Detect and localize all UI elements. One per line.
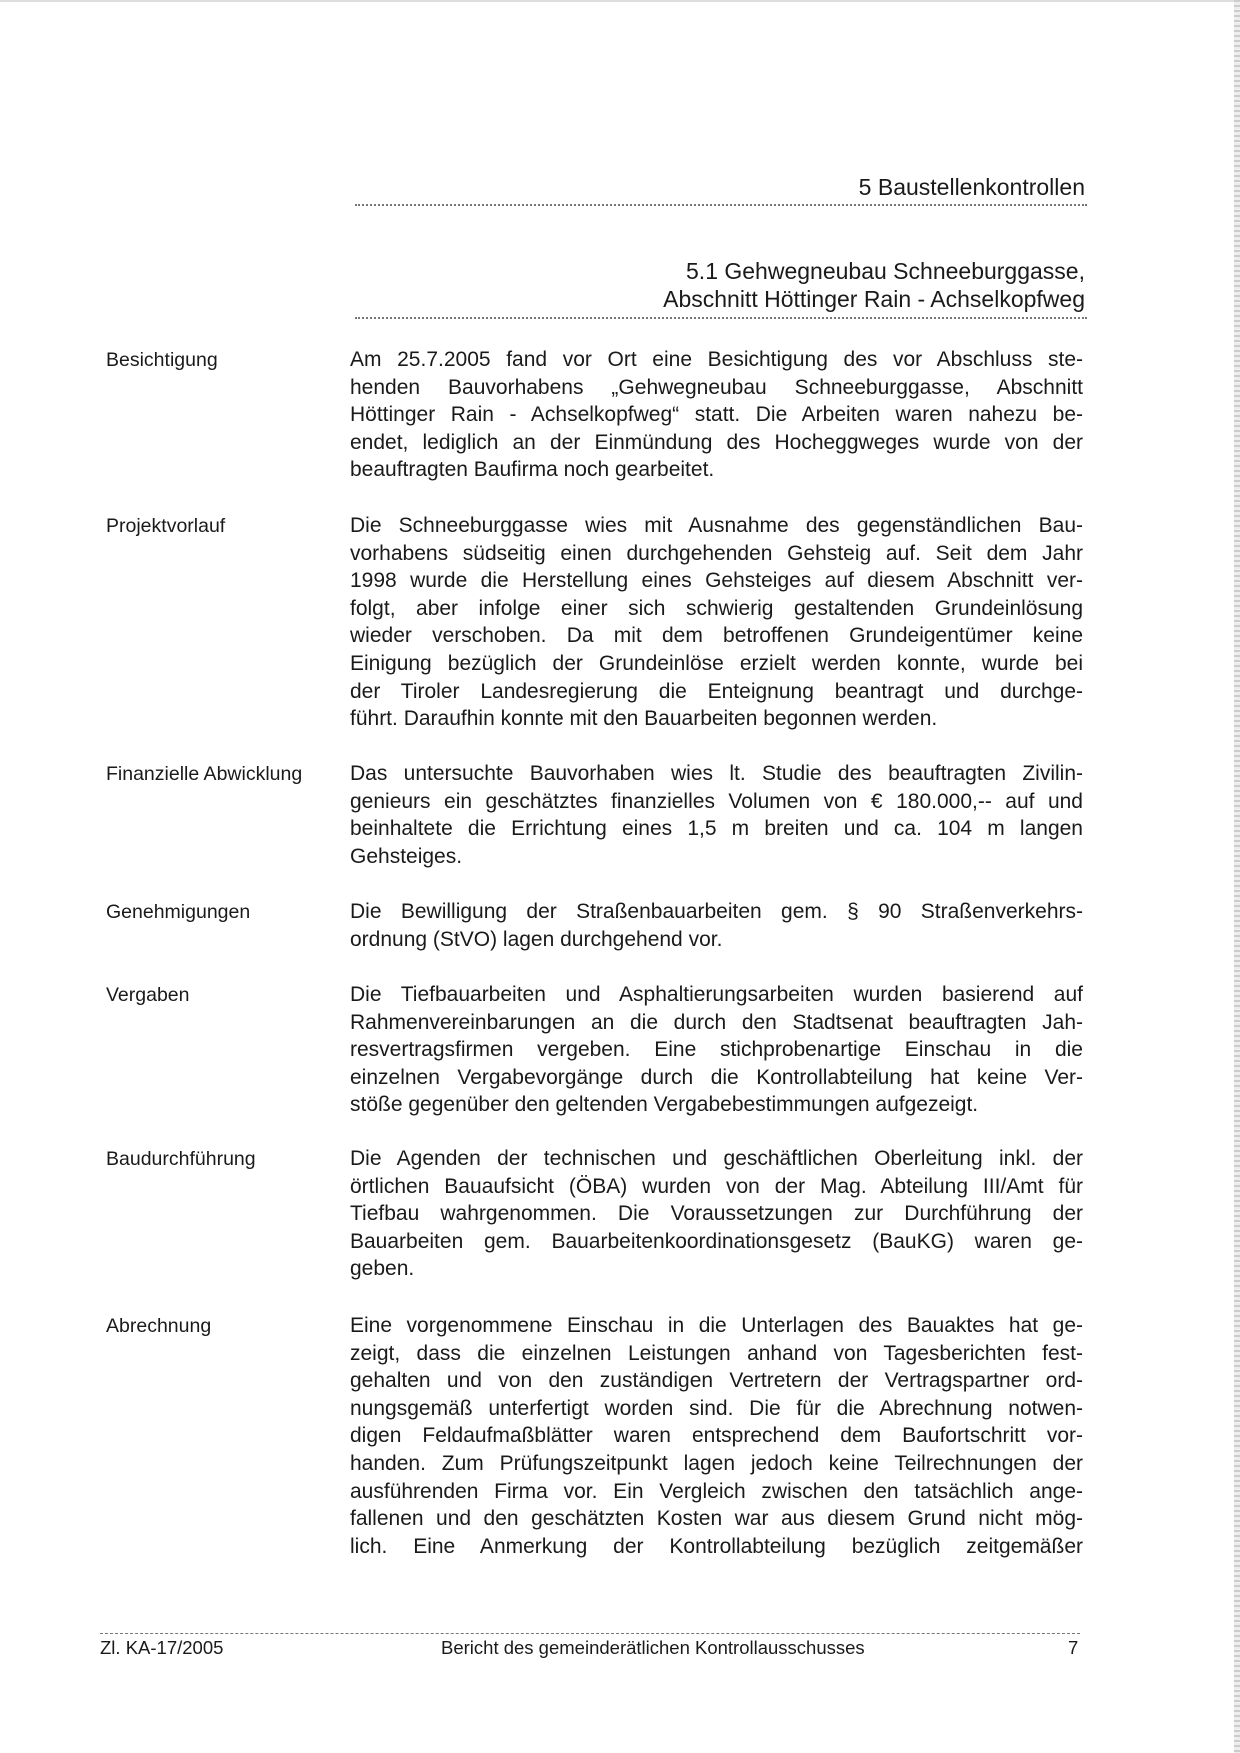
paragraph-line: Höttinger Rain - Achselkopfweg“ statt. Die Arbeiten waren nahezu be- xyxy=(350,403,1083,427)
footer-reference: Zl. KA-17/2005 xyxy=(100,1637,224,1658)
margin-label: Projektvorlauf xyxy=(106,515,226,537)
page-number: 7 xyxy=(1068,1637,1079,1658)
paragraph-line: Gehsteiges. xyxy=(350,844,463,868)
section-paragraph xyxy=(350,346,1083,484)
paragraph-line: genieurs ein geschätztes finanzielles Volumen von € 180.000,-- auf und xyxy=(350,789,1083,813)
paragraph-line: henden Bauvorhabens „Gehwegneubau Schneeburggasse, Abschnitt xyxy=(350,375,1083,399)
paragraph-line: Bauarbeiten gem. Bauarbeitenkoordinationsgesetz (BauKG) waren ge- xyxy=(350,1229,1083,1253)
section-paragraph xyxy=(350,760,1083,870)
margin-label: Besichtigung xyxy=(106,349,218,371)
paragraph-line: 1998 wurde die Herstellung eines Gehsteiges auf diesem Abschnitt ver- xyxy=(350,569,1083,593)
margin-label: Abrechnung xyxy=(106,1315,212,1337)
header-divider xyxy=(355,204,1087,206)
paragraph-line: beinhaltete die Errichtung eines 1,5 m breiten und ca. 104 m langen xyxy=(350,817,1083,841)
paragraph-line: Am 25.7.2005 fand vor Ort eine Besichtigung des vor Abschluss ste- xyxy=(350,348,1083,371)
paragraph-line: resvertragsfirmen vergeben. Eine stichprobenartige Einschau in die xyxy=(350,1038,1083,1062)
paragraph-line: Eine vorgenommene Einschau in die Unterlagen des Bauaktes hat ge- xyxy=(350,1314,1083,1337)
section-paragraph xyxy=(350,898,1083,953)
paragraph-line: vorhabens südseitig einen durchgehenden Gehsteig auf. Seit dem Jahr xyxy=(350,541,1083,565)
paragraph-line: digen Feldaufmaßblätter waren entsprechend dem Baufortschritt vor- xyxy=(350,1424,1083,1448)
paragraph-line: zeigt, dass die einzelnen Leistungen anhand von Tagesberichten fest- xyxy=(350,1341,1083,1365)
paragraph-line: örtlichen Bauaufsicht (ÖBA) wurden von der Mag. Abteilung III/Amt für xyxy=(350,1174,1083,1198)
paragraph-line: lich. Eine Anmerkung der Kontrollabteilung bezüglich zeitgemäßer xyxy=(350,1534,1083,1558)
chapter-header: 5 Baustellenkontrollen xyxy=(858,174,1085,200)
section-divider xyxy=(355,317,1087,319)
margin-label: Genehmigungen xyxy=(106,901,251,923)
paragraph-line: Die Agenden der technischen und geschäftlichen Oberleitung inkl. der xyxy=(350,1147,1083,1170)
paragraph-line: beauftragten Baufirma noch gearbeitet. xyxy=(350,458,715,482)
paragraph-line: wieder verschoben. Da mit dem betroffenen Grundeigentümer keine xyxy=(350,624,1083,648)
paragraph-line: ordnung (StVO) lagen durchgehend vor. xyxy=(350,927,723,951)
paragraph-line: gehalten und von den zuständigen Vertretern der Vertragspartner ord- xyxy=(350,1369,1083,1393)
section-paragraph xyxy=(350,981,1083,1119)
scan-edge-right xyxy=(1234,0,1240,1753)
paragraph-line: Die Bewilligung der Straßenbauarbeiten gem. § 90 Straßenverkehrs- xyxy=(350,900,1083,923)
footer-title: Bericht des gemeinderätlichen Kontrollausschusses xyxy=(441,1637,865,1658)
paragraph-line: stöße gegenüber den geltenden Vergabebestimmungen aufgezeigt. xyxy=(350,1093,979,1117)
paragraph-line: fallenen und den geschätzten Kosten war aus diesem Grund nicht mög- xyxy=(350,1507,1083,1531)
margin-label: Baudurchführung xyxy=(106,1148,256,1170)
section-paragraph xyxy=(350,512,1083,733)
paragraph-line: Die Tiefbauarbeiten und Asphaltierungsarbeiten wurden basierend auf xyxy=(350,983,1083,1006)
paragraph-line: ausführenden Firma vor. Ein Vergleich zwischen den tatsächlich ange- xyxy=(350,1479,1083,1503)
paragraph-line: der Tiroler Landesregierung die Enteignung beantragt und durchge- xyxy=(350,679,1083,703)
paragraph-line: Einigung bezüglich der Grundeinlöse erzielt werden konnte, wurde bei xyxy=(350,651,1083,675)
footer-divider xyxy=(100,1633,1080,1634)
paragraph-line: endet, lediglich an der Einmündung des Hocheggweges wurde von der xyxy=(350,430,1083,454)
paragraph-line: Rahmenvereinbarungen an die durch den Stadtsenat beauftragten Jah- xyxy=(350,1010,1083,1034)
paragraph-line: Das untersuchte Bauvorhaben wies lt. Studie des beauftragten Zivilin- xyxy=(350,762,1083,785)
section-title-line-2: Abschnitt Höttinger Rain - Achselkopfweg xyxy=(663,286,1085,312)
scan-edge-top xyxy=(0,0,1240,2)
paragraph-line: Tiefbau wahrgenommen. Die Voraussetzungen zur Durchführung der xyxy=(350,1202,1083,1226)
margin-label: Finanzielle Abwicklung xyxy=(106,763,303,785)
paragraph-line: Die Schneeburggasse wies mit Ausnahme des gegenständlichen Bau- xyxy=(350,514,1083,537)
section-title-line-1: 5.1 Gehwegneubau Schneeburggasse, xyxy=(686,258,1085,284)
paragraph-line: nungsgemäß unterfertigt worden sind. Die für die Abrechnung notwen- xyxy=(350,1396,1083,1420)
section-paragraph xyxy=(350,1312,1083,1560)
paragraph-line: führt. Daraufhin konnte mit den Bauarbeiten begonnen werden. xyxy=(350,707,938,731)
paragraph-line: folgt, aber infolge einer sich schwierig gestaltenden Grundeinlösung xyxy=(350,596,1083,620)
section-paragraph xyxy=(350,1145,1083,1283)
paragraph-line: einzelnen Vergabevorgänge durch die Kontrollabteilung hat keine Ver- xyxy=(350,1065,1083,1089)
margin-label: Vergaben xyxy=(106,984,190,1006)
paragraph-line: geben. xyxy=(350,1257,415,1281)
paragraph-line: handen. Zum Prüfungszeitpunkt lagen jedoch keine Teilrechnungen der xyxy=(350,1451,1083,1475)
